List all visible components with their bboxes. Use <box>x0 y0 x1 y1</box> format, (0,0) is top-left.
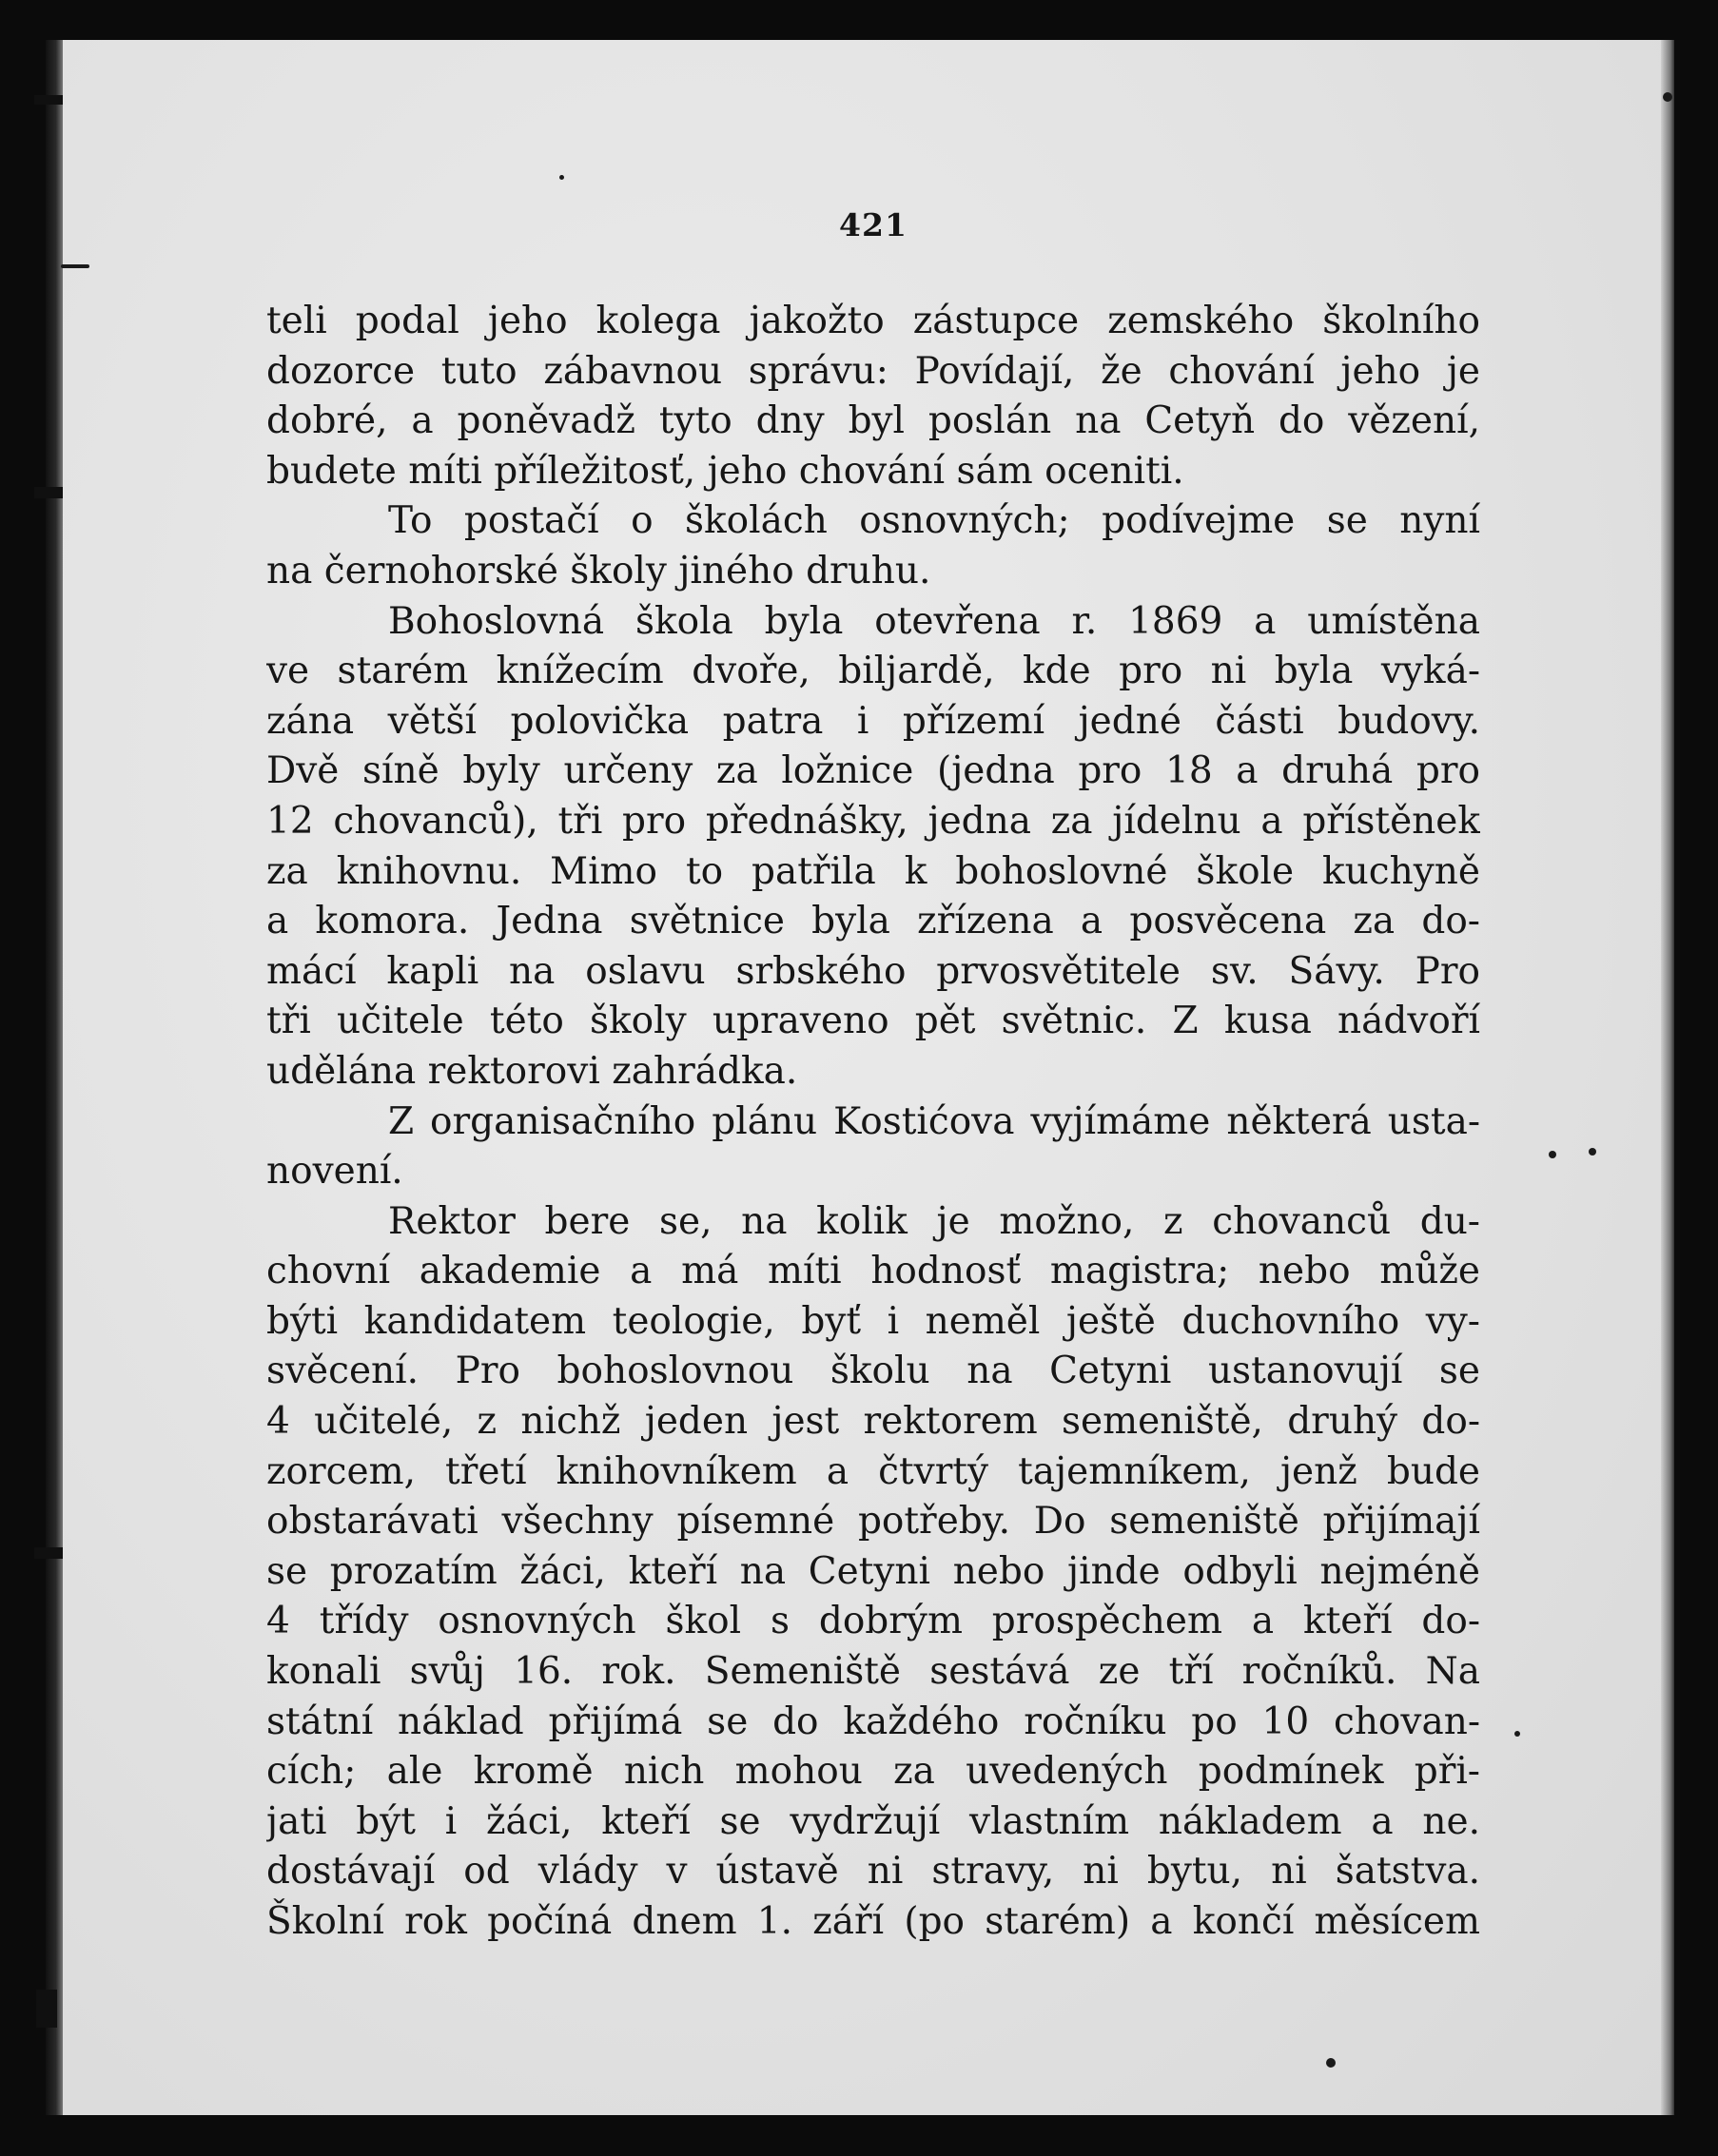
text-line: Dvě síně byly určeny za ložnice (jedna pro 18 a druhá pro <box>266 749 1480 793</box>
text-line: Rektor bere se, na kolik je možno, z chovanců du- <box>388 1199 1480 1243</box>
text-line: dozorce tuto zábavnou správu: Povídají, že chování jeho je <box>266 349 1480 393</box>
text-line: ve starém knížecím dvoře, biljardě, kde pro ni byla vyká- <box>266 650 1480 693</box>
text-line: 4 učitelé, z nichž jeden jest rektorem semeniště, druhý do- <box>266 1400 1480 1444</box>
scan-speck <box>1589 1148 1596 1156</box>
body-text <box>266 297 1480 1948</box>
text-line: svěcení. Pro bohoslovnou školu na Cetyni ustanovují se <box>266 1350 1480 1393</box>
scan-speck <box>1549 1151 1556 1158</box>
text-line: konali svůj 16. rok. Semeniště sestává ze tří ročníků. Na <box>266 1650 1480 1694</box>
text-line: býti kandidatem teologie, byť i neměl ještě duchovního vy- <box>266 1299 1480 1343</box>
text-line: obstarávati všechny písemné potřeby. Do semeniště přijímají <box>266 1500 1480 1544</box>
text-line: za knihovnu. Mimo to patřila k bohoslovné škole kuchyně <box>266 849 1480 893</box>
scan-speck <box>1326 2058 1336 2068</box>
text-line: To postačí o školách osnovných; podívejme se nyní <box>388 499 1480 543</box>
page-number: 421 <box>839 206 908 243</box>
scan-speck <box>559 175 564 180</box>
text-line: novení. <box>266 1150 403 1194</box>
text-line: na černohorské školy jiného druhu. <box>266 549 931 592</box>
text-line: tři učitele této školy upraveno pět světnic. Z kusa nádvoří <box>266 1000 1480 1043</box>
binding-mark <box>34 95 63 105</box>
text-line: dobré, a poněvadž tyto dny byl poslán na Cetyň do vězení, <box>266 399 1480 443</box>
text-line: dostávají od vlády v ústavě ni stravy, ni bytu, ni šatstva. <box>266 1850 1480 1894</box>
text-line: státní náklad přijímá se do každého ročníku po 10 chovan- <box>266 1700 1480 1743</box>
scan-speck <box>61 264 89 268</box>
binding-mark <box>34 1547 63 1559</box>
text-line: mácí kapli na oslavu srbského prvosvětitele sv. Sávy. Pro <box>266 949 1480 993</box>
binding-mark <box>34 487 63 498</box>
text-line: se prozatím žáci, kteří na Cetyni nebo jinde odbyli nejméně <box>266 1549 1480 1593</box>
text-line: 4 třídy osnovných škol s dobrým prospěchem a kteří do- <box>266 1600 1480 1643</box>
scan-speck <box>1663 92 1672 102</box>
text-line: cích; ale kromě nich mohou za uvedených podmínek při- <box>266 1750 1480 1794</box>
text-line: teli podal jeho kolega jakožto zástupce zemského školního <box>266 300 1480 342</box>
text-line: 12 chovanců), tři pro přednášky, jedna za jídelnu a přístěnek <box>266 799 1480 843</box>
text-line: budete míti příležitosť, jeho chování sám oceniti. <box>266 449 1184 493</box>
text-line: Z organisačního plánu Kostićova vyjímáme některá usta- <box>388 1099 1480 1143</box>
scan-speck <box>1514 1731 1520 1737</box>
text-line: zána větší polovička patra i přízemí jedné části budovy. <box>266 699 1480 743</box>
text-line: chovní akademie a má míti hodnosť magistra; nebo může <box>266 1250 1480 1293</box>
binding-mark <box>36 1990 57 2028</box>
text-line: udělána rektorovi zahrádka. <box>266 1049 798 1093</box>
text-line: a komora. Jedna světnice byla zřízena a posvěcena za do- <box>266 900 1480 943</box>
binding-edge <box>46 40 63 2115</box>
text-line: zorcem, třetí knihovníkem a čtvrtý tajemníkem, jenž bude <box>266 1449 1480 1493</box>
text-line: Školní rok počíná dnem 1. září (po starém) a končí měsícem <box>266 1900 1480 1943</box>
text-line: jati být i žáci, kteří se vydržují vlastním nákladem a ne. <box>266 1799 1480 1843</box>
text-line: Bohoslovná škola byla otevřena r. 1869 a umístěna <box>388 599 1480 643</box>
page-right-edge <box>1661 40 1674 2115</box>
book-page <box>46 40 1674 2115</box>
